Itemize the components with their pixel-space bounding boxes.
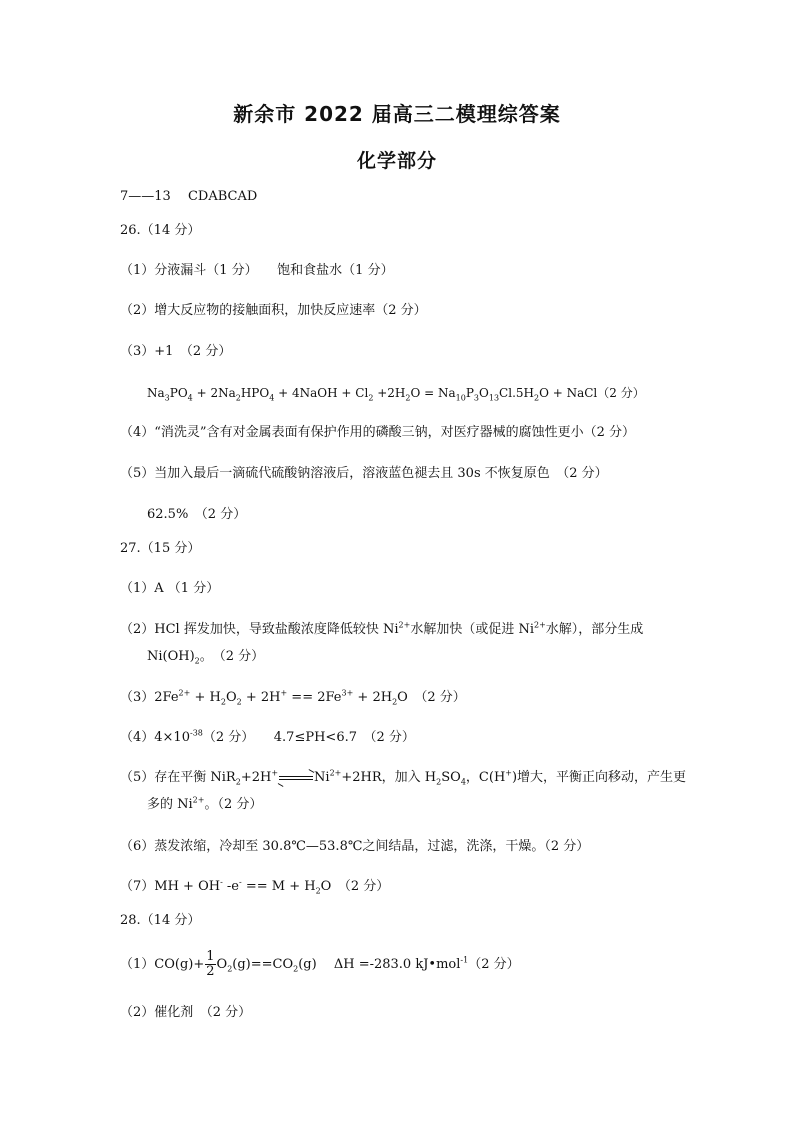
q27-part4: $(4)4\times 10^{-38}(2$ 分） 4.7≤PH<6.7 （2 分） (120, 728, 415, 745)
q26-part4: （4）“消洗灵”含有对金属表面有保护作用的磷酸三钠，对医疗器械的腐蚀性更小（2 分） (120, 425, 635, 440)
q27-part7: （7）MH + OH- $-e^- == M + H_2O$ （2 分） (120, 877, 390, 896)
q26-part2: （2）增大反应物的接触面积，加快反应速率（2 分） (120, 303, 427, 318)
q27-header: 27.（15 分） (120, 541, 201, 556)
mc-answers: 7——13 CDABCAD (120, 189, 258, 204)
q26-part5: （5）当加入最后一滴硫代硫酸钠溶液后，溶液蓝色褪去且 30s 不恢复原色 （2 分） (120, 466, 608, 481)
q26-part3: （3）+1 （2 分） (120, 344, 232, 359)
equilibrium-arrow-icon (279, 773, 313, 783)
q27-part6: （6）蒸发浓缩，冷却至 30.8℃—53.8℃之间结晶，过滤，洗涤，干燥。（2 分） (120, 839, 590, 854)
q28-part2: （2）催化剂 （2 分） (120, 1005, 252, 1020)
q27-part5-line2: 多的 $Ni^{2+}$。（2 分） (147, 795, 263, 812)
q27-part2-line1: （2）HCl 挥发加快，导致盐酸浓度降低较快 $Ni^{2+}$水解加快（或促进 $Ni^{2+}$水解），部分生成 (120, 620, 644, 637)
q26-part1: （1）分液漏斗（1 分） 饱和食盐水（1 分） (120, 263, 394, 278)
q27-part2-line2: $Ni(OH)_2$。 （2 分） (147, 649, 265, 666)
q27-part5-line1: （5）存在平衡 NiR$_2$+2H+ $Ni^{2+}+2HR$，加入 $H_2SO_4$，C(H+)增大，平衡正向移动，产生更 (120, 768, 687, 787)
page-title: 新余市 2022 届高三二模理综答案 (233, 102, 561, 126)
q28-part1: （1）CO(g)+ $\frac{1}{2}$ $O_2(g)==CO_2(g)$ ΔH =-283.0 kJ•mol$^{-1}$（2 分） (120, 949, 520, 979)
q28-header: 28.（14 分） (120, 913, 201, 928)
q26-equation: $Na_3PO_4 + 2Na_2HPO_4$ + 4NaOH + $Cl_2 +2H_2O = Na_{10}P_3O_{13}Cl.5H_2O$ + NaCl（2 分） (147, 386, 645, 403)
fraction-half: $\frac{1}{2}$ (206, 949, 215, 979)
section-title: 化学部分 (356, 150, 437, 172)
q27-part1: （1）A （1 分） (120, 581, 220, 596)
q26-header: 26.（14 分） (120, 223, 201, 238)
q27-part3: $(3)2Fe^{2+} + H_2O_2 + 2H^+ == 2Fe^{3+} + 2H_2O$ （2 分） (120, 688, 466, 707)
q26-part5-result: 62.5% （2 分） (147, 507, 247, 522)
